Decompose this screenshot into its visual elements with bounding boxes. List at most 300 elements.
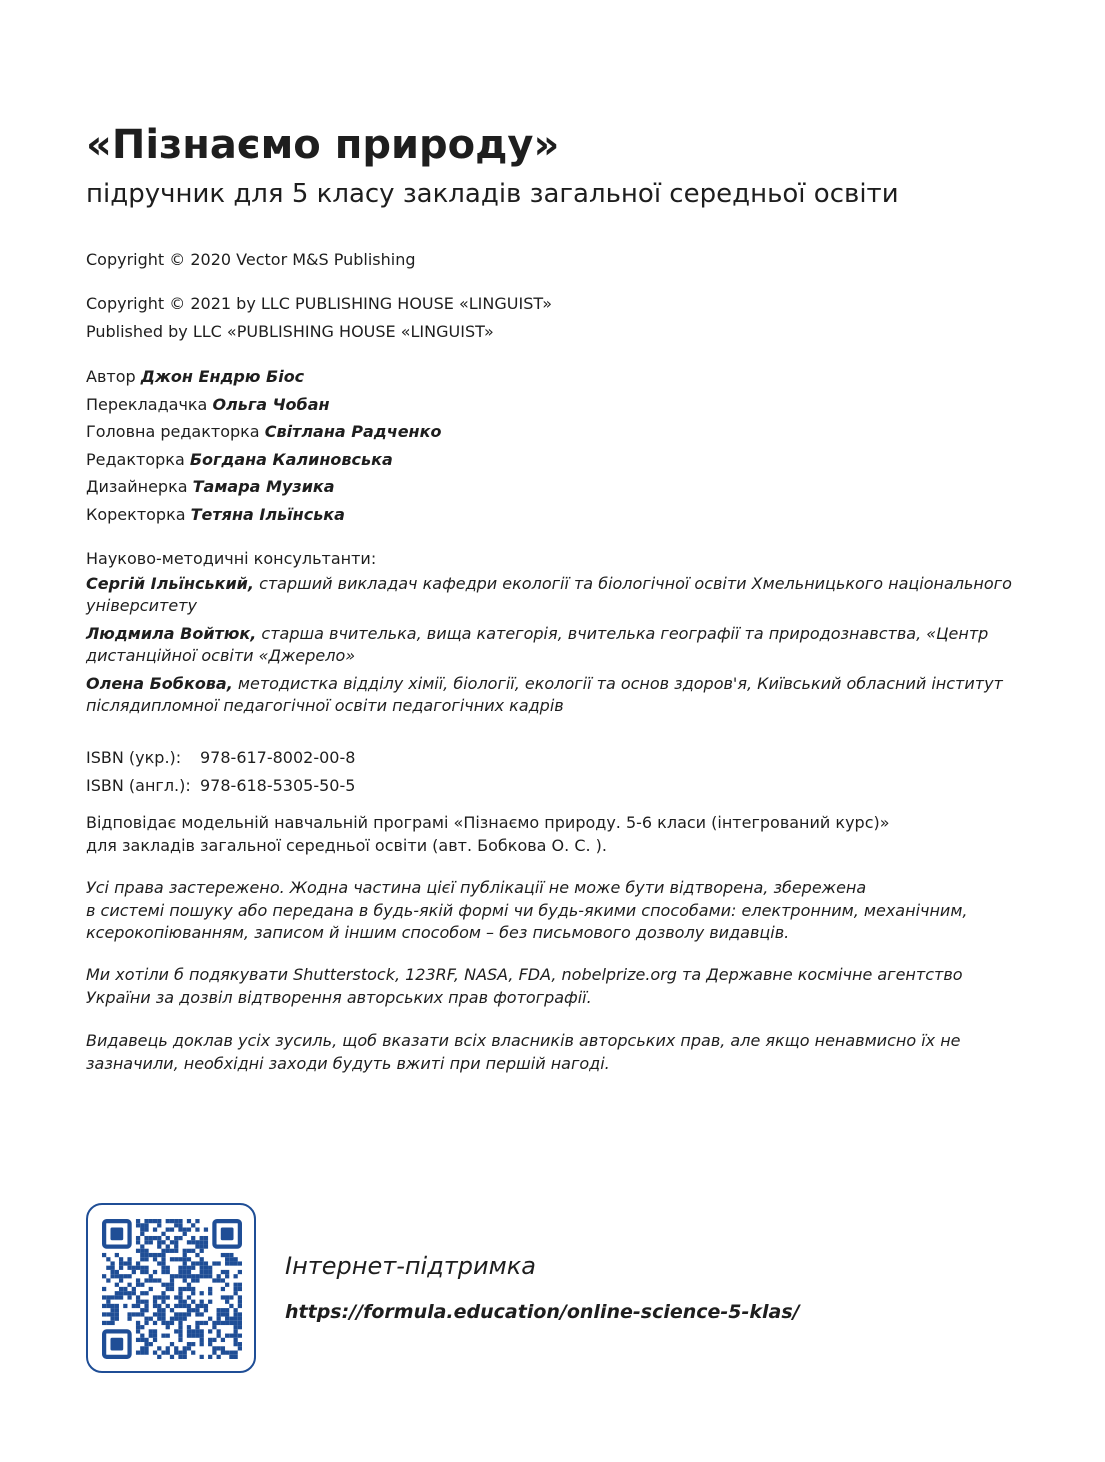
qr-module — [238, 1346, 242, 1350]
qr-module — [187, 1334, 191, 1338]
qr-module — [221, 1321, 225, 1325]
qr-module — [174, 1295, 178, 1299]
qr-module — [187, 1346, 191, 1350]
qr-module — [174, 1219, 178, 1223]
qr-finder-inner — [221, 1227, 234, 1240]
program-note — [86, 812, 890, 857]
qr-module — [234, 1291, 238, 1295]
qr-module — [132, 1270, 136, 1274]
qr-module — [166, 1283, 170, 1287]
qr-module — [234, 1351, 238, 1355]
qr-module — [157, 1261, 161, 1265]
qr-module — [183, 1270, 187, 1274]
qr-module — [102, 1287, 106, 1291]
qr-module — [195, 1253, 199, 1257]
qr-module — [123, 1304, 127, 1308]
qr-module — [149, 1278, 153, 1282]
qr-module — [229, 1295, 233, 1299]
qr-module — [144, 1317, 148, 1321]
qr-module — [221, 1295, 225, 1299]
qr-module — [225, 1334, 229, 1338]
qr-module — [144, 1342, 148, 1346]
qr-module — [195, 1278, 199, 1282]
qr-module — [170, 1249, 174, 1253]
qr-module — [127, 1295, 131, 1299]
qr-module — [183, 1351, 187, 1355]
qr-module — [195, 1219, 199, 1223]
qr-module — [187, 1304, 191, 1308]
qr-module — [106, 1312, 110, 1316]
qr-module — [225, 1300, 229, 1304]
qr-module — [200, 1342, 204, 1346]
qr-module — [187, 1266, 191, 1270]
program-line: для закладів загальної середньої освіти (авт. Бобкова О. С. ). — [86, 835, 607, 855]
copyright-line: Copyright © 2021 by LLC PUBLISHING HOUSE «LINGUIST» — [86, 294, 553, 313]
qr-module — [221, 1270, 225, 1274]
qr-module — [200, 1257, 204, 1261]
qr-module — [174, 1351, 178, 1355]
qr-module — [200, 1304, 204, 1308]
qr-module — [221, 1278, 225, 1282]
qr-module — [183, 1227, 187, 1231]
qr-module — [229, 1257, 233, 1261]
qr-module — [183, 1287, 187, 1291]
qr-module — [136, 1329, 140, 1333]
qr-module — [170, 1321, 174, 1325]
qr-module — [225, 1317, 229, 1321]
support-title: Інтернет-підтримка — [285, 1252, 536, 1280]
qr-module — [225, 1283, 229, 1287]
qr-module — [238, 1283, 242, 1287]
qr-module — [191, 1223, 195, 1227]
qr-module — [234, 1334, 238, 1338]
qr-module — [238, 1312, 242, 1316]
qr-module — [123, 1274, 127, 1278]
qr-module — [195, 1261, 199, 1265]
qr-module — [204, 1244, 208, 1248]
qr-module — [200, 1244, 204, 1248]
qr-module — [183, 1278, 187, 1282]
rights-line: ксерокопіюванням, записом й іншим способом – без письмового дозволу видавців. — [86, 923, 790, 942]
qr-module — [234, 1308, 238, 1312]
qr-module — [178, 1266, 182, 1270]
qr-module — [153, 1253, 157, 1257]
qr-module — [234, 1287, 238, 1291]
qr-module — [144, 1227, 148, 1231]
qr-module — [110, 1308, 114, 1312]
credit-line — [86, 391, 441, 419]
qr-module — [132, 1266, 136, 1270]
qr-module — [119, 1257, 123, 1261]
support-link[interactable]: https://formula.education/online-science-5-klas/ — [285, 1301, 800, 1323]
qr-code[interactable] — [86, 1203, 256, 1373]
qr-module — [153, 1236, 157, 1240]
qr-module — [161, 1321, 165, 1325]
qr-module — [225, 1253, 229, 1257]
qr-module — [140, 1338, 144, 1342]
thanks-line: України за дозвіл відтворення авторських прав фотографії. — [86, 987, 592, 1007]
qr-module — [127, 1312, 131, 1316]
qr-module — [170, 1240, 174, 1244]
qr-module — [183, 1261, 187, 1265]
qr-module — [225, 1351, 229, 1355]
qr-module — [221, 1312, 225, 1316]
qr-module — [174, 1304, 178, 1308]
qr-module — [229, 1355, 233, 1359]
qr-module — [153, 1329, 157, 1333]
qr-module — [174, 1257, 178, 1261]
qr-module — [136, 1266, 140, 1270]
qr-module — [178, 1334, 182, 1338]
qr-module — [238, 1287, 242, 1291]
qr-module — [102, 1253, 106, 1257]
program-line: Відповідає модельній навчальній програмі «Пізнаємо природу. 5-6 класи (інтегрований курс)» — [86, 813, 890, 832]
consultant-description: старша вчителька, вища категорія, вчителька географії та природознавства, «Центр дистанційної освіти «Джерело» — [86, 624, 989, 665]
consultants-section — [86, 545, 1021, 723]
qr-module — [195, 1334, 199, 1338]
qr-module — [153, 1270, 157, 1274]
credit-name: Світлана Радченко — [264, 422, 442, 441]
isbn-label: ISBN (укр.): — [86, 748, 182, 767]
qr-module — [106, 1321, 110, 1325]
qr-module — [204, 1227, 208, 1231]
qr-module — [170, 1308, 174, 1312]
qr-module — [140, 1266, 144, 1270]
qr-module — [234, 1325, 238, 1329]
qr-module — [170, 1355, 174, 1359]
qr-module — [140, 1253, 144, 1257]
published-by-line: Published by LLC «PUBLISHING HOUSE «LINGUIST» — [86, 321, 494, 341]
qr-module — [106, 1257, 110, 1261]
qr-module — [140, 1249, 144, 1253]
qr-module — [161, 1249, 165, 1253]
qr-module — [221, 1308, 225, 1312]
qr-module — [127, 1266, 131, 1270]
qr-module — [234, 1329, 238, 1333]
consultant-entry — [86, 623, 1021, 667]
qr-module — [110, 1321, 114, 1325]
qr-module — [200, 1249, 204, 1253]
qr-module — [161, 1308, 165, 1312]
qr-module — [153, 1295, 157, 1299]
qr-module — [115, 1304, 119, 1308]
qr-module — [166, 1295, 170, 1299]
qr-module — [166, 1334, 170, 1338]
qr-module — [187, 1274, 191, 1278]
qr-module — [200, 1266, 204, 1270]
qr-module — [178, 1355, 182, 1359]
qr-module — [106, 1295, 110, 1299]
qr-module — [174, 1346, 178, 1350]
qr-module — [225, 1321, 229, 1325]
qr-module — [157, 1278, 161, 1282]
qr-module — [161, 1351, 165, 1355]
qr-module — [217, 1355, 221, 1359]
credit-line — [86, 418, 441, 446]
qr-module — [183, 1346, 187, 1350]
qr-module — [119, 1287, 123, 1291]
qr-module — [200, 1338, 204, 1342]
qr-module — [221, 1346, 225, 1350]
qr-module — [144, 1223, 148, 1227]
qr-module — [234, 1257, 238, 1261]
qr-module — [238, 1270, 242, 1274]
qr-module — [157, 1295, 161, 1299]
qr-module — [136, 1300, 140, 1304]
credit-role: Головна редакторка — [86, 422, 260, 441]
qr-module — [170, 1219, 174, 1223]
qr-module — [110, 1261, 114, 1265]
qr-module — [136, 1295, 140, 1299]
qr-module — [110, 1312, 114, 1316]
qr-module — [234, 1261, 238, 1265]
credit-line — [86, 473, 441, 501]
qr-module — [234, 1342, 238, 1346]
qr-module — [166, 1227, 170, 1231]
qr-module — [178, 1227, 182, 1231]
qr-module — [166, 1346, 170, 1350]
qr-module — [178, 1300, 182, 1304]
credit-role: Коректорка — [86, 504, 186, 524]
qr-module — [238, 1325, 242, 1329]
qr-code-icon — [102, 1219, 242, 1359]
qr-module — [161, 1334, 165, 1338]
qr-module — [115, 1270, 119, 1274]
qr-module — [127, 1261, 131, 1265]
qr-module — [208, 1317, 212, 1321]
qr-module — [200, 1270, 204, 1274]
qr-module — [140, 1223, 144, 1227]
qr-module — [238, 1317, 242, 1321]
qr-module — [153, 1334, 157, 1338]
qr-module — [166, 1321, 170, 1325]
qr-module — [106, 1300, 110, 1304]
qr-module — [127, 1257, 131, 1261]
qr-module — [132, 1291, 136, 1295]
qr-module — [157, 1304, 161, 1308]
qr-module — [178, 1274, 182, 1278]
qr-module — [200, 1236, 204, 1240]
qr-module — [166, 1270, 170, 1274]
qr-module — [204, 1266, 208, 1270]
qr-module — [119, 1295, 123, 1299]
qr-module — [132, 1304, 136, 1308]
qr-module — [174, 1329, 178, 1333]
qr-module — [161, 1253, 165, 1257]
qr-module — [119, 1266, 123, 1270]
qr-module — [161, 1232, 165, 1236]
qr-module — [106, 1278, 110, 1282]
qr-module — [170, 1227, 174, 1231]
qr-module — [229, 1321, 233, 1325]
qr-module — [161, 1257, 165, 1261]
consultant-name: Людмила Войтюк, — [86, 624, 257, 643]
qr-module — [191, 1236, 195, 1240]
qr-module — [110, 1274, 114, 1278]
qr-module — [153, 1278, 157, 1282]
qr-module — [144, 1346, 148, 1350]
qr-module — [119, 1274, 123, 1278]
qr-module — [204, 1308, 208, 1312]
rights-note — [86, 877, 967, 945]
qr-module — [208, 1270, 212, 1274]
qr-module — [153, 1304, 157, 1308]
qr-module — [178, 1219, 182, 1223]
credit-role: Редакторка — [86, 449, 185, 469]
qr-module — [178, 1291, 182, 1295]
qr-module — [161, 1240, 165, 1244]
isbn-row — [86, 772, 355, 800]
qr-module — [136, 1236, 140, 1240]
qr-module — [136, 1351, 140, 1355]
qr-module — [110, 1295, 114, 1299]
qr-module — [161, 1261, 165, 1265]
qr-module — [144, 1266, 148, 1270]
qr-module — [149, 1274, 153, 1278]
rights-line: Усі права застережено. Жодна частина цієї публікації не може бути відтворена, збережена — [86, 878, 867, 897]
qr-module — [140, 1346, 144, 1350]
qr-module — [183, 1274, 187, 1278]
qr-module — [191, 1300, 195, 1304]
qr-module — [187, 1329, 191, 1333]
qr-module — [144, 1249, 148, 1253]
qr-module — [191, 1266, 195, 1270]
qr-module — [127, 1291, 131, 1295]
qr-module — [102, 1304, 106, 1308]
qr-module — [174, 1236, 178, 1240]
qr-module — [191, 1249, 195, 1253]
qr-module — [178, 1329, 182, 1333]
qr-module — [144, 1257, 148, 1261]
qr-module — [136, 1325, 140, 1329]
qr-module — [161, 1270, 165, 1274]
qr-module — [157, 1240, 161, 1244]
qr-module — [183, 1249, 187, 1253]
qr-module — [174, 1244, 178, 1248]
qr-module — [161, 1317, 165, 1321]
qr-module — [204, 1321, 208, 1325]
qr-module — [153, 1300, 157, 1304]
qr-module — [119, 1261, 123, 1265]
credit-line — [86, 446, 441, 474]
isbn-value: 978-618-5305-50-5 — [200, 775, 356, 795]
page-title: «Пізнаємо природу» — [86, 122, 560, 168]
qr-module — [208, 1338, 212, 1342]
qr-module — [106, 1304, 110, 1308]
qr-module — [119, 1278, 123, 1282]
qr-module — [140, 1308, 144, 1312]
qr-module — [204, 1261, 208, 1265]
qr-module — [144, 1270, 148, 1274]
qr-module — [174, 1312, 178, 1316]
qr-module — [149, 1329, 153, 1333]
qr-module — [178, 1257, 182, 1261]
qr-module — [127, 1283, 131, 1287]
qr-module — [144, 1219, 148, 1223]
qr-module — [149, 1317, 153, 1321]
qr-module — [217, 1329, 221, 1333]
isbn-section — [86, 744, 355, 799]
qr-module — [149, 1253, 153, 1257]
qr-module — [157, 1244, 161, 1248]
qr-module — [234, 1355, 238, 1359]
qr-module — [170, 1342, 174, 1346]
qr-module — [187, 1295, 191, 1299]
consultant-entry — [86, 573, 1021, 617]
qr-module — [166, 1266, 170, 1270]
qr-module — [191, 1291, 195, 1295]
qr-module — [166, 1304, 170, 1308]
qr-module — [221, 1253, 225, 1257]
qr-module — [157, 1317, 161, 1321]
qr-module — [178, 1351, 182, 1355]
qr-module — [102, 1295, 106, 1299]
qr-module — [157, 1253, 161, 1257]
thanks-note — [86, 964, 963, 1009]
qr-module — [149, 1287, 153, 1291]
copyright-vector: Copyright © 2020 Vector M&S Publishing — [86, 250, 416, 269]
qr-module — [234, 1317, 238, 1321]
qr-module — [200, 1261, 204, 1265]
thanks-line: Ми хотіли б подякувати Shutterstock, 123RF, NASA, FDA, nobelprize.org та Державне космічне агентство — [86, 965, 963, 984]
qr-module — [229, 1351, 233, 1355]
qr-module — [136, 1219, 140, 1223]
qr-module — [170, 1317, 174, 1321]
qr-module — [132, 1287, 136, 1291]
qr-module — [166, 1236, 170, 1240]
qr-module — [178, 1304, 182, 1308]
qr-module — [183, 1317, 187, 1321]
qr-module — [238, 1300, 242, 1304]
qr-module — [221, 1338, 225, 1342]
qr-module — [166, 1219, 170, 1223]
qr-module — [208, 1274, 212, 1278]
qr-module — [208, 1355, 212, 1359]
qr-module — [225, 1308, 229, 1312]
credit-name: Тетяна Ільїнська — [190, 504, 345, 524]
qr-module — [110, 1266, 114, 1270]
qr-module — [140, 1351, 144, 1355]
qr-module — [183, 1300, 187, 1304]
qr-module — [238, 1261, 242, 1265]
qr-module — [187, 1240, 191, 1244]
qr-module — [234, 1312, 238, 1316]
qr-module — [157, 1308, 161, 1312]
qr-module — [191, 1274, 195, 1278]
copyright-linguist — [86, 290, 552, 345]
qr-module — [212, 1338, 216, 1342]
qr-module — [217, 1321, 221, 1325]
qr-module — [200, 1291, 204, 1295]
isbn-row — [86, 744, 355, 772]
qr-module — [136, 1304, 140, 1308]
qr-module — [166, 1351, 170, 1355]
qr-module — [225, 1295, 229, 1299]
qr-module — [195, 1244, 199, 1248]
qr-module — [136, 1240, 140, 1244]
qr-module — [140, 1244, 144, 1248]
qr-module — [191, 1351, 195, 1355]
qr-module — [140, 1325, 144, 1329]
qr-module — [166, 1287, 170, 1291]
qr-module — [140, 1232, 144, 1236]
qr-module — [191, 1334, 195, 1338]
qr-module — [178, 1317, 182, 1321]
qr-module — [191, 1342, 195, 1346]
qr-module — [225, 1270, 229, 1274]
qr-module — [166, 1249, 170, 1253]
qr-module — [187, 1270, 191, 1274]
